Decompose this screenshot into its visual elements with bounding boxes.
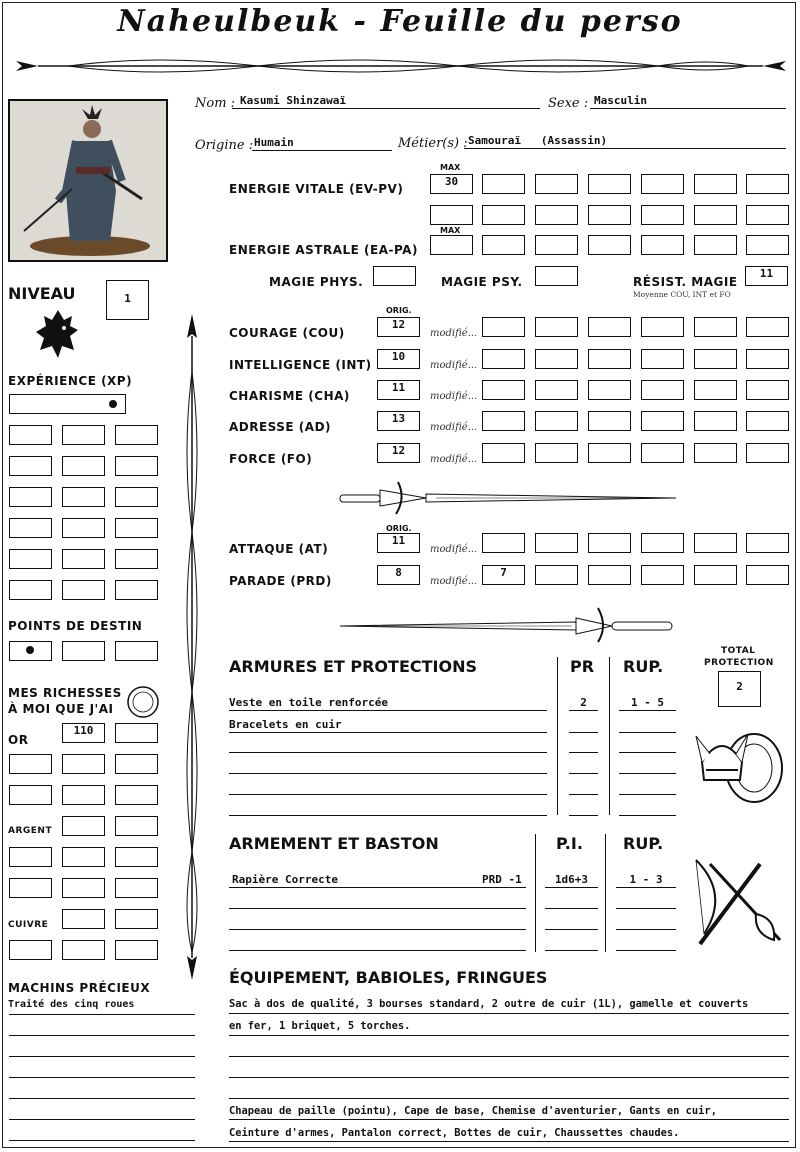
arme-pi-line-1 [545,908,598,909]
equipement-line-4: Ceinture d'armes, Pantalon correct, Bottes de cuir, Chaussettes chaudes. [229,1127,680,1139]
origine-value: Humain [254,136,294,149]
armure-pr-0: 2 [580,696,587,709]
stat-mod-box-1-5[interactable] [694,349,737,369]
combat-orig-box-0[interactable]: 11 [377,533,420,553]
niveau-box[interactable]: 1 [106,280,149,320]
stat-mod-box-2-3[interactable] [588,380,631,400]
armement-rup-label: RUP. [623,834,664,853]
arme-pi-line-0 [545,887,598,888]
armement-divider-1 [535,834,536,952]
money-box-3-2[interactable] [115,816,158,836]
crossed-weapons-icon [690,854,786,950]
ea-box-1[interactable] [482,235,525,255]
stat-orig-box-3[interactable]: 13 [377,411,420,431]
money-box-7-0[interactable] [9,940,52,960]
armure-pr-line-3 [569,773,598,774]
arme-note-0: PRD -1 [482,873,522,886]
stat-mod-box-4-5[interactable] [694,443,737,463]
machins-line-2 [9,1056,195,1057]
combat-mod-box-0-5[interactable] [694,533,737,553]
stat-label-1: INTELLIGENCE (INT) [229,358,372,372]
ev-box-1[interactable] [482,174,525,194]
stat-modifie-label-2: modifié... [430,391,478,402]
money-box-6-2[interactable] [115,909,158,929]
xp-box-4-2[interactable] [115,549,158,569]
equipement-line-3: Chapeau de paille (pointu), Cape de base, Chemise d'aventurier, Gants en cuir, [229,1105,717,1117]
cuivre-label: CUIVRE [8,920,49,930]
combat-mod-box-0-3[interactable] [588,533,631,553]
combat-orig-box-1[interactable]: 8 [377,565,420,585]
ea-box-3[interactable] [588,235,631,255]
combat-mod-box-1-4[interactable] [641,565,684,585]
portrait [8,99,168,262]
armure-line-1 [229,732,547,733]
xp-box-3-1[interactable] [62,518,105,538]
ev-box-2[interactable] [535,174,578,194]
arme-pi-0: 1d6+3 [554,873,589,886]
arme-line-2 [229,929,526,930]
ea-box-5[interactable] [694,235,737,255]
armure-line-5 [229,815,547,816]
stat-mod-box-4-6[interactable] [746,443,789,463]
armure-rup-0: 1 - 5 [630,696,665,709]
stat-mod-box-0-1[interactable] [482,317,525,337]
resist-magie-box[interactable]: 11 [745,266,788,286]
equip-line-2 [229,1056,789,1057]
xp-box-2-2[interactable] [115,487,158,507]
money-box-6-1[interactable] [62,909,105,929]
money-box-2-2[interactable] [115,785,158,805]
metier-label: Métier(s) : [398,136,468,151]
armures-divider-1 [557,657,558,815]
sexe-value: Masculin [594,94,647,107]
armure-rup-line-2 [619,752,676,753]
money-box-2-0[interactable] [9,785,52,805]
ea-label: ENERGIE ASTRALE (EA-PA) [229,243,418,257]
armure-pr-line-5 [569,815,598,816]
arme-line-0 [229,887,526,888]
equip-line-4 [229,1098,789,1099]
money-box-3-1[interactable] [62,816,105,836]
sword-divider-icon [336,478,688,518]
xp-box-5-1[interactable] [62,580,105,600]
machins-line-6 [9,1140,195,1141]
nom-value: Kasumi Shinzawaï [240,94,346,107]
stat-mod-box-3-1[interactable] [482,411,525,431]
total-label-1: TOTAL [721,646,756,656]
arme-pi-line-2 [545,929,598,930]
nom-field[interactable] [232,94,540,109]
stat-mod-box-1-4[interactable] [641,349,684,369]
xp-box-2-1[interactable] [62,487,105,507]
armure-rup-line-5 [619,815,676,816]
stat-mod-box-4-4[interactable] [641,443,684,463]
stat-label-2: CHARISME (CHA) [229,389,350,403]
xp-box-0-2[interactable] [115,425,158,445]
stat-mod-box-4-1[interactable] [482,443,525,463]
money-box-1-1[interactable] [62,754,105,774]
ea-box-2[interactable] [535,235,578,255]
ea-max-label: MAX [440,226,461,235]
spear-vertical-icon [180,312,204,982]
destin-box-3[interactable] [115,641,158,661]
arme-name-0: Rapière Correcte [232,873,338,886]
armure-pr-line-0 [569,710,598,711]
armure-pr-line-1 [569,732,598,733]
money-box-0-2[interactable] [115,723,158,743]
stat-mod-box-0-4[interactable] [641,317,684,337]
destin-label: POINTS DE DESTIN [8,619,143,633]
richesses-label-2: À MOI QUE J'AI [8,702,114,716]
armement-pi-label: P.I. [556,834,583,853]
equip-line-5 [229,1119,789,1120]
machins-line-0 [9,1014,195,1015]
armement-divider-2 [605,834,606,952]
magie-phys-box[interactable] [373,266,416,286]
ev-box-row2-3[interactable] [588,205,631,225]
machins-line-4 [9,1098,195,1099]
stat-mod-box-4-2[interactable] [535,443,578,463]
money-box-5-0[interactable] [9,878,52,898]
equip-line-3 [229,1077,789,1078]
combat-mod-box-1-1[interactable]: 7 [482,565,525,585]
money-box-4-1[interactable] [62,847,105,867]
armures-divider-2 [609,657,610,815]
xp-total-box[interactable] [9,394,126,414]
armure-name-0: Veste en toile renforcée [229,696,388,709]
combat-mod-box-1-5[interactable] [694,565,737,585]
stat-mod-box-1-1[interactable] [482,349,525,369]
armures-rup-label: RUP. [623,657,664,676]
stat-orig-box-4[interactable]: 12 [377,443,420,463]
ev-max-label: MAX [440,163,461,172]
destin-box-1[interactable] [9,641,52,661]
combat-modifie-label-0: modifié... [430,544,478,555]
ev-box-row2-4[interactable] [641,205,684,225]
ea-box-4[interactable] [641,235,684,255]
armure-pr-line-4 [569,794,598,795]
stat-mod-box-0-5[interactable] [694,317,737,337]
samurai-figure-icon [10,101,166,260]
ev-box-row2-5[interactable] [694,205,737,225]
combat-mod-box-0-4[interactable] [641,533,684,553]
magie-psy-box[interactable] [535,266,578,286]
xp-box-1-2[interactable] [115,456,158,476]
machins-line-5 [9,1119,195,1120]
arme-line-3 [229,950,526,951]
destin-dot-icon [26,646,34,654]
armures-pr-label: PR [570,657,595,676]
destin-box-2[interactable] [62,641,105,661]
richesses-label-1: MES RICHESSES [8,686,122,700]
money-box-2-1[interactable] [62,785,105,805]
dragon-icon [34,306,82,362]
stat-label-3: ADRESSE (AD) [229,420,332,434]
equip-line-1 [229,1035,789,1036]
armure-rup-line-0 [619,710,676,711]
ev-label: ENERGIE VITALE (EV-PV) [229,182,404,196]
armure-line-3 [229,773,547,774]
stat-orig-box-0[interactable]: 12 [377,317,420,337]
origine-label: Origine : [195,138,254,153]
equipement-label: ÉQUIPEMENT, BABIOLES, FRINGUES [229,968,548,987]
stat-mod-box-2-4[interactable] [641,380,684,400]
money-box-1-2[interactable] [115,754,158,774]
arme-line-1 [229,908,526,909]
stat-mod-box-0-6[interactable] [746,317,789,337]
magie-psy-label: MAGIE PSY. [441,275,523,289]
stat-mod-box-2-1[interactable] [482,380,525,400]
spear-divider-icon [8,52,792,80]
money-box-4-2[interactable] [115,847,158,867]
equipement-line-2: en fer, 1 briquet, 5 torches. [229,1020,411,1032]
xp-box-1-1[interactable] [62,456,105,476]
argent-label: ARGENT [8,826,53,836]
ev-box-row2-0[interactable] [430,205,473,225]
arme-rup-line-2 [616,929,676,930]
stat-mod-box-1-2[interactable] [535,349,578,369]
arme-rup-line-0 [616,887,676,888]
armure-line-0 [229,710,547,711]
xp-label: EXPÉRIENCE (XP) [8,374,133,388]
stat-mod-box-1-3[interactable] [588,349,631,369]
stats-orig-label: ORIG. [386,306,412,315]
money-box-4-0[interactable] [9,847,52,867]
magie-phys-label: MAGIE PHYS. [269,275,364,289]
coin-icon [125,684,161,720]
combat-label-0: ATTAQUE (AT) [229,542,329,556]
xp-box-0-0[interactable] [9,425,52,445]
stat-orig-box-1[interactable]: 10 [377,349,420,369]
xp-box-4-0[interactable] [9,549,52,569]
ea-box-6[interactable] [746,235,789,255]
arme-pi-line-3 [545,950,598,951]
xp-box-0-1[interactable] [62,425,105,445]
ev-box-4[interactable] [641,174,684,194]
sexe-label: Sexe : [548,96,589,111]
stat-mod-box-2-6[interactable] [746,380,789,400]
total-label-2: PROTECTION [704,658,774,668]
armure-line-4 [229,794,547,795]
equip-line-6 [229,1141,789,1142]
xp-dot-icon [109,400,117,408]
combat-mod-box-1-3[interactable] [588,565,631,585]
machins-label: MACHINS PRÉCIEUX [8,981,151,995]
sword-divider-2-icon [336,604,688,644]
ev-box-row2-6[interactable] [746,205,789,225]
resist-magie-note: Moyenne COU, INT et FO [633,290,731,299]
combat-orig-label: ORIG. [386,524,412,533]
stat-orig-box-2[interactable]: 11 [377,380,420,400]
money-box-1-0[interactable] [9,754,52,774]
armure-line-2 [229,752,547,753]
stat-modifie-label-3: modifié... [430,422,478,433]
metier-value: Samouraï (Assassin) [468,134,608,147]
machins-item: Traité des cinq roues [8,999,135,1010]
money-box-0-1[interactable]: 110 [62,723,105,743]
stat-mod-box-3-4[interactable] [641,411,684,431]
combat-mod-box-1-6[interactable] [746,565,789,585]
ev-box-row2-2[interactable] [535,205,578,225]
stat-modifie-label-4: modifié... [430,454,478,465]
stat-label-4: FORCE (FO) [229,452,313,466]
armure-pr-line-2 [569,752,598,753]
machins-line-1 [9,1035,195,1036]
arme-rup-0: 1 - 3 [629,873,663,886]
sexe-field[interactable] [590,94,786,109]
machins-line-3 [9,1077,195,1078]
money-box-5-2[interactable] [115,878,158,898]
sheet-title: Naheulbeuk - Feuille du perso [117,4,683,39]
stat-mod-box-3-6[interactable] [746,411,789,431]
armure-rup-line-3 [619,773,676,774]
nom-label: Nom : [195,96,236,111]
stat-mod-box-2-2[interactable] [535,380,578,400]
ev-box-3[interactable] [588,174,631,194]
stat-mod-box-0-2[interactable] [535,317,578,337]
money-box-7-2[interactable] [115,940,158,960]
armement-label: ARMEMENT ET BASTON [229,834,439,853]
origine-field[interactable] [252,136,392,151]
niveau-label: NIVEAU [8,284,76,303]
xp-box-3-2[interactable] [115,518,158,538]
armures-label: ARMURES ET PROTECTIONS [229,657,477,676]
resist-magie-label: RÉSIST. MAGIE [633,275,738,289]
ev-box-5[interactable] [694,174,737,194]
stat-mod-box-0-3[interactable] [588,317,631,337]
stat-modifie-label-0: modifié... [430,328,478,339]
ea-max-box[interactable] [430,235,473,255]
metier-field[interactable] [464,134,786,149]
stat-mod-box-3-5[interactable] [694,411,737,431]
stat-mod-box-4-3[interactable] [588,443,631,463]
xp-box-1-0[interactable] [9,456,52,476]
ev-max-box[interactable]: 30 [430,174,473,194]
stat-mod-box-3-3[interactable] [588,411,631,431]
armure-rup-line-1 [619,732,676,733]
xp-box-5-2[interactable] [115,580,158,600]
xp-box-2-0[interactable] [9,487,52,507]
xp-box-3-0[interactable] [9,518,52,538]
total-protection-box[interactable]: 2 [718,671,761,707]
arme-rup-line-1 [616,908,676,909]
equip-line-0 [229,1013,789,1014]
ev-box-6[interactable] [746,174,789,194]
ev-box-row2-1[interactable] [482,205,525,225]
money-box-7-1[interactable] [62,940,105,960]
xp-box-5-0[interactable] [9,580,52,600]
xp-box-4-1[interactable] [62,549,105,569]
helmet-shield-icon [694,722,786,808]
combat-mod-box-1-2[interactable] [535,565,578,585]
stat-mod-box-1-6[interactable] [746,349,789,369]
stat-label-0: COURAGE (COU) [229,326,345,340]
combat-modifie-label-1: modifié... [430,576,478,587]
or-label: OR [8,733,29,747]
combat-mod-box-0-1[interactable] [482,533,525,553]
stat-modifie-label-1: modifié... [430,360,478,371]
arme-rup-line-3 [616,950,676,951]
money-box-5-1[interactable] [62,878,105,898]
armure-name-1: Bracelets en cuir [229,718,342,731]
armure-rup-line-4 [619,794,676,795]
combat-mod-box-0-2[interactable] [535,533,578,553]
combat-mod-box-0-6[interactable] [746,533,789,553]
equipement-line-1: Sac à dos de qualité, 3 bourses standard, 2 outre de cuir (1L), gamelle et couverts [229,998,749,1010]
combat-label-1: PARADE (PRD) [229,574,332,588]
stat-mod-box-3-2[interactable] [535,411,578,431]
stat-mod-box-2-5[interactable] [694,380,737,400]
